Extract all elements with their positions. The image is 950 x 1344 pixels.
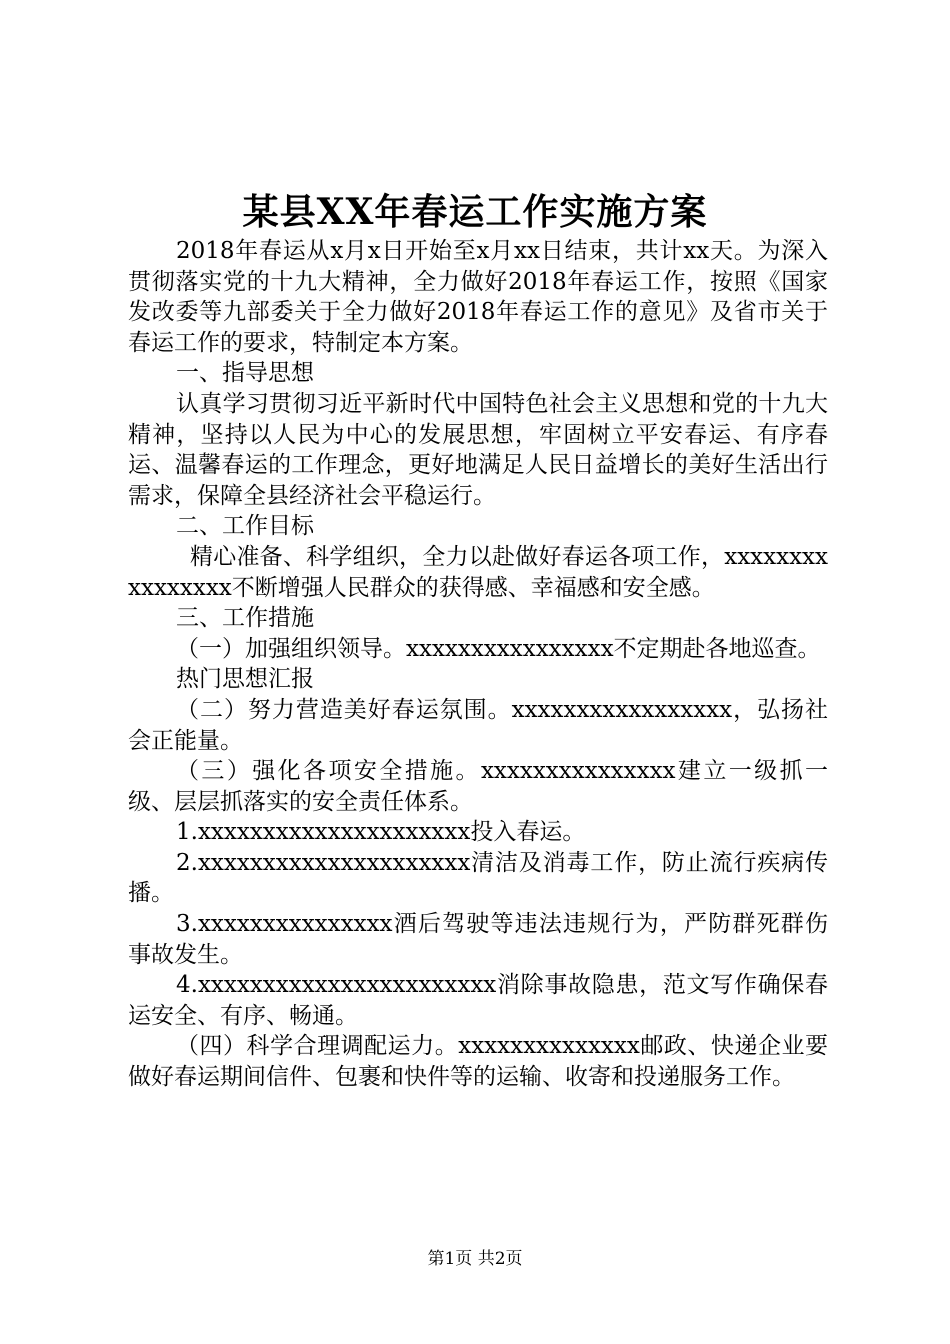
measure-4-paragraph: （四）科学合理调配运力。xxxxxxxxxxxxxx邮政、快递企业要做好春运期间信件、包裹和快件等的运输、收寄和投递服务工作。	[128, 1033, 828, 1091]
hot-topic-label: 热门思想汇报	[176, 666, 314, 693]
section-heading-work-measures: 三、工作措施	[176, 605, 314, 632]
list-item-4: 4.xxxxxxxxxxxxxxxxxxxxxxx消除事故隐患，范文写作确保春运安全、有序、畅通。	[128, 972, 828, 1029]
measure-2-paragraph: （二）努力营造美好春运氛围。xxxxxxxxxxxxxxxxx，弘扬社会正能量。	[128, 696, 828, 754]
list-item-1: 1.xxxxxxxxxxxxxxxxxxxxx投入春运。	[176, 819, 586, 846]
list-item-3: 3.xxxxxxxxxxxxxxx酒后驾驶等违法违规行为，严防群死群伤事故发生。	[128, 911, 828, 968]
section-heading-guiding-ideology: 一、指导思想	[176, 360, 314, 387]
work-goals-paragraph: 精心准备、科学组织，全力以赴做好春运各项工作，xxxxxxxxxxxxxxxx不断增强人民群众的获得感、幸福感和安全感。	[128, 543, 828, 601]
document-body	[128, 236, 828, 1093]
page-number-footer: 第1页 共2页	[427, 1249, 523, 1269]
measure-3-paragraph: （三）强化各项安全措施。xxxxxxxxxxxxxxx建立一级抓一级、层层抓落实的安全责任体系。	[128, 758, 828, 815]
guiding-ideology-paragraph: 认真学习贯彻习近平新时代中国特色社会主义思想和党的十九大精神，坚持以人民为中心的发展思想，牢固树立平安春运、有序春运、温馨春运的工作理念，更好地满足人民日益增长的美好生活出行需求，保障全县经济社会平稳运行。	[128, 390, 828, 509]
document-title: 某县XX年春运工作实施方案	[242, 191, 708, 233]
section-heading-work-goals: 二、工作目标	[176, 513, 314, 540]
list-item-2: 2.xxxxxxxxxxxxxxxxxxxxx清洁及消毒工作，防止流行疾病传播。	[128, 849, 828, 907]
measure-1-paragraph: （一）加强组织领导。xxxxxxxxxxxxxxxx不定期赴各地巡查。	[176, 635, 821, 662]
intro-paragraph: 2018年春运从x月x日开始至x月xx日结束，共计xx天。为深入贯彻落实党的十九大精神，全力做好2018年春运工作，按照《国家发改委等九部委关于全力做好2018年春运工作的意见》及省市关于春运工作的要求，特制定本方案。	[128, 238, 828, 356]
